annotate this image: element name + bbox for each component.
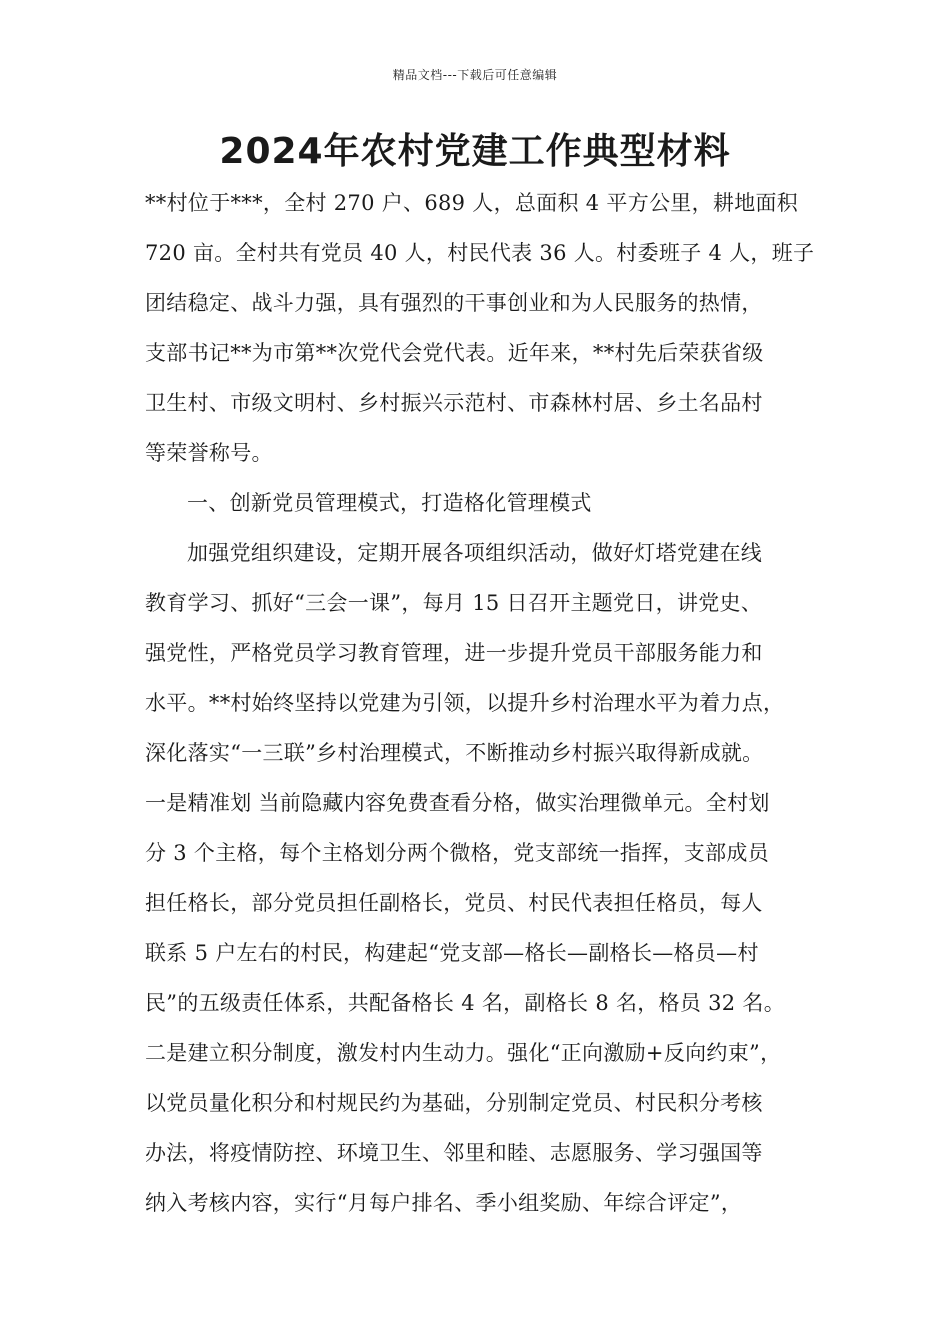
text-line: 以党员量化积分和村规民约为基础，分别制定党员、村民积分考核 bbox=[145, 1091, 763, 1115]
text-line: 加强党组织建设，定期开展各项组织活动，做好灯塔党建在线 bbox=[187, 541, 763, 565]
document-body bbox=[145, 178, 825, 1228]
text-line: 办法，将疫情防控、环境卫生、邻里和睦、志愿服务、学习强国等 bbox=[145, 1141, 763, 1165]
text-line: 二是建立积分制度，激发村内生动力。强化“正向激励+反向约束”， bbox=[145, 1041, 782, 1065]
section-heading: 一、创新党员管理模式，打造格化管理模式 bbox=[187, 491, 592, 515]
text-line: 等荣誉称号。 bbox=[145, 441, 273, 465]
text-line: 强党性，严格党员学习教育管理，进一步提升党员干部服务能力和 bbox=[145, 641, 763, 665]
text-line: 纳入考核内容，实行“月每户排名、季小组奖励、年综合评定”， bbox=[145, 1191, 743, 1215]
text-line: 一是精准划 当前隐藏内容免费查看分格，做实治理微单元。全村划 bbox=[145, 791, 770, 815]
document-title: 2024年农村党建工作典型材料 bbox=[219, 131, 731, 172]
text-line: 联系 5 户左右的村民，构建起“党支部—格长—副格长—格员—村 bbox=[145, 941, 759, 965]
text-line: 团结稳定、战斗力强，具有强烈的干事创业和为人民服务的热情， bbox=[145, 291, 763, 315]
text-line: 深化落实“一三联”乡村治理模式，不断推动乡村振兴取得新成就。 bbox=[145, 741, 764, 765]
header-note: 精品文档---下载后可任意编辑 bbox=[392, 68, 558, 82]
text-line: 卫生村、市级文明村、乡村振兴示范村、市森林村居、乡土名品村 bbox=[145, 391, 763, 415]
text-line: 分 3 个主格，每个主格划分两个微格，党支部统一指挥，支部成员 bbox=[145, 841, 770, 865]
text-line: 担任格长，部分党员担任副格长，党员、村民代表担任格员，每人 bbox=[145, 891, 763, 915]
text-line: 民”的五级责任体系，共配备格长 4 名，副格长 8 名，格员 32 名。 bbox=[145, 991, 786, 1015]
text-line: 教育学习、抓好“三会一课”，每月 15 日召开主题党日，讲党史、 bbox=[145, 591, 763, 615]
text-line: 720 亩。全村共有党员 40 人，村民代表 36 人。村委班子 4 人，班子 bbox=[145, 241, 815, 265]
text-line: 支部书记**为市第**次党代会党代表。近年来，**村先后荣获省级 bbox=[145, 341, 764, 365]
text-line: 水平。**村始终坚持以党建为引领，以提升乡村治理水平为着力点， bbox=[145, 691, 785, 715]
text-line: **村位于***，全村 270 户、689 人，总面积 4 平方公里，耕地面积 bbox=[145, 191, 799, 215]
